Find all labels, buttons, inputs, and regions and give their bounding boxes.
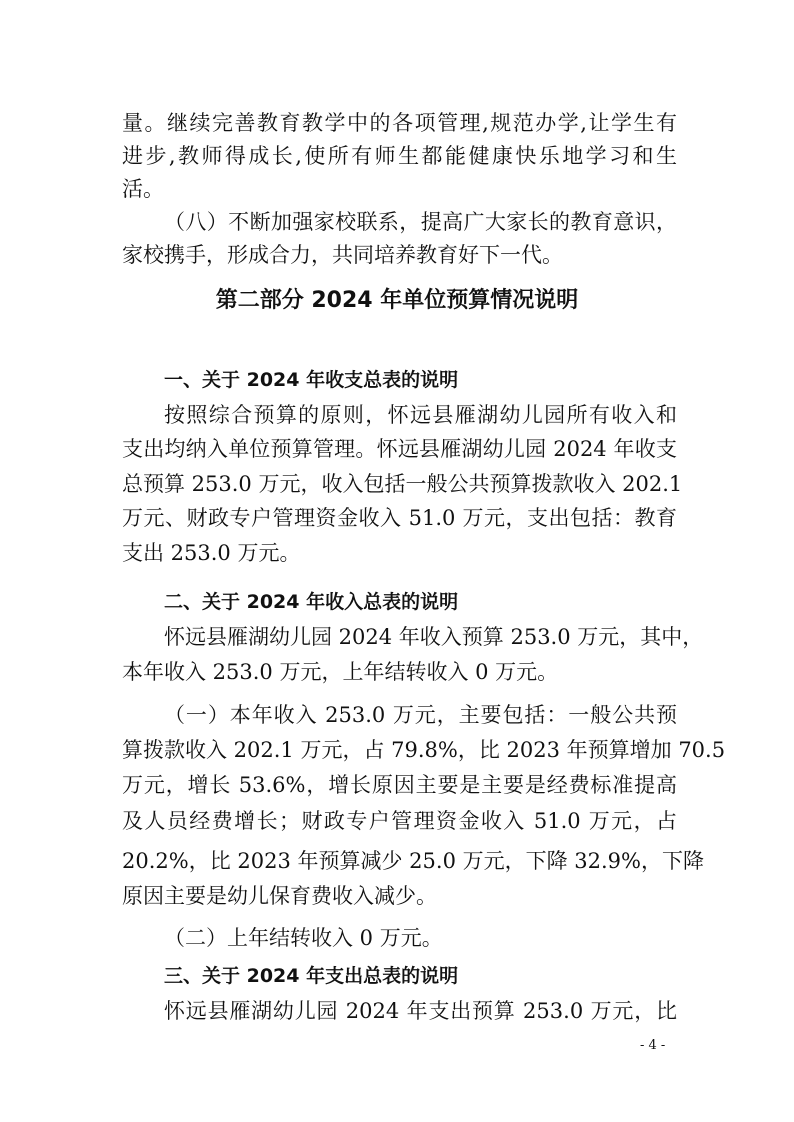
section2-sub1-line-5: 20.2%，比 2023 年预算减少 25.0 万元，下降 32.9%，下降: [122, 849, 705, 873]
part2-title: 第二部分 2024 年单位预算情况说明: [215, 288, 579, 313]
section3-heading: 三、关于 2024 年支出总表的说明: [164, 965, 459, 987]
section2-sub1-line-2: 算拨款收入 202.1 万元，占 79.8%，比 2023 年预算增加 70.5: [122, 738, 726, 762]
section2-sub1-line-1: （一）本年收入 253.0 万元，主要包括：一般公共预: [164, 703, 677, 727]
section2-sub1-line-6: 原因主要是幼儿保育费收入减少。: [122, 884, 437, 908]
section1-line-5: 支出 253.0 万元。: [122, 541, 301, 565]
section2-heading: 二、关于 2024 年收入总表的说明: [164, 591, 459, 613]
section1-line-1: 按照综合预算的原则，怀远县雁湖幼儿园所有收入和: [164, 403, 677, 427]
section1-line-4: 万元、财政专户管理资金收入 51.0 万元，支出包括：教育: [122, 506, 677, 530]
intro-line-1: 量。继续完善教育教学中的各项管理,规范办学,让学生有: [122, 111, 677, 135]
para8-line-2: 家校携手，形成合力，共同培养教育好下一代。: [122, 243, 563, 267]
section3-line-1: 怀远县雁湖幼儿园 2024 年支出预算 253.0 万元，比: [164, 999, 677, 1023]
intro-line-2: 进步,教师得成长,使所有师生都能健康快乐地学习和生: [122, 144, 677, 168]
section2-sub1-line-4: 及人员经费增长；财政专户管理资金收入 51.0 万元，占: [122, 809, 677, 833]
section1-heading: 一、关于 2024 年收支总表的说明: [164, 369, 459, 391]
section2-line-2: 本年收入 253.0 万元，上年结转收入 0 万元。: [122, 660, 559, 684]
section1-line-2: 支出均纳入单位预算管理。怀远县雁湖幼儿园 2024 年收支: [122, 437, 677, 461]
intro-line-3: 活。: [122, 177, 164, 201]
section2-sub2: （二）上年结转收入 0 万元。: [164, 926, 443, 950]
section1-line-3: 总预算 253.0 万元，收入包括一般公共预算拨款收入 202.1: [122, 472, 683, 496]
para8-line-1: （八）不断加强家校联系，提高广大家长的教育意识，: [164, 210, 677, 234]
page-number: - 4 -: [640, 1038, 666, 1053]
section2-line-1: 怀远县雁湖幼儿园 2024 年收入预算 253.0 万元，其中，: [164, 625, 704, 649]
section2-sub1-line-3: 万元，增长 53.6%，增长原因主要是主要是经费标准提高: [122, 773, 677, 797]
